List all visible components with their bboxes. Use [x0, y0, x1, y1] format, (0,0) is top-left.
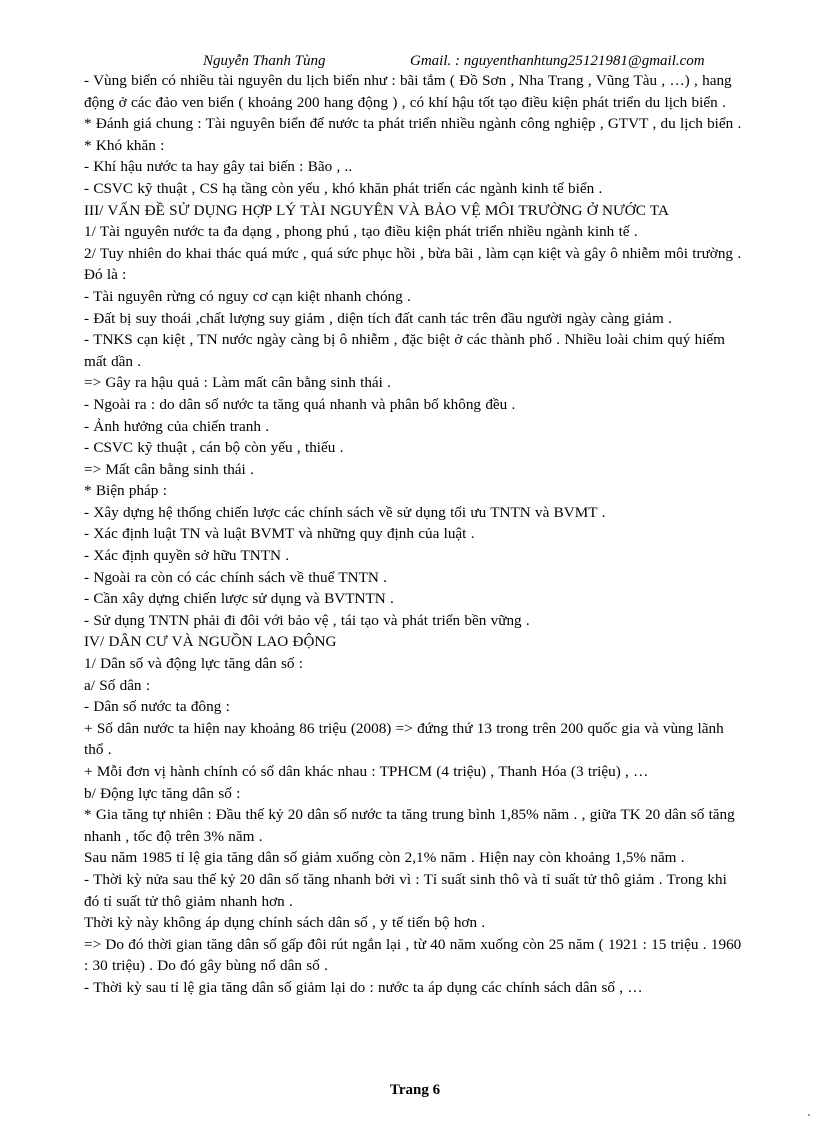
- page-header: [0, 50, 816, 70]
- paragraph: - Xây dựng hệ thống chiến lược các chính sách về sử dụng tối ưu TNTN và BVMT .: [84, 503, 606, 521]
- document-body: [84, 70, 744, 999]
- paragraph: * Khó khăn :: [84, 136, 165, 154]
- paragraph: - Xác định luật TN và luật BVMT và những quy định của luật .: [84, 525, 475, 543]
- paragraph: Sau năm 1985 tỉ lệ gia tăng dân số giảm xuống còn 2,1% năm . Hiện nay còn khoảng 1,5% năm .: [84, 849, 685, 867]
- paragraph: - Ngoài ra còn có các chính sách về thuế TNTN .: [84, 568, 387, 586]
- paragraph: b/ Động lực tăng dân số :: [84, 784, 241, 802]
- paragraph: - CSVC kỹ thuật , cán bộ còn yếu , thiếu .: [84, 439, 344, 457]
- page-number: Trang 6: [389, 1082, 441, 1098]
- paragraph: + Mỗi đơn vị hành chính có số dân khác nhau : TPHCM (4 triệu) , Thanh Hóa (3 triệu) , …: [84, 763, 649, 780]
- paragraph: - CSVC kỹ thuật , CS hạ tầng còn yếu , khó khăn phát triển các ngành kinh tế biển .: [84, 179, 603, 197]
- paragraph: Thời kỳ này không áp dụng chính sách dân số , y tế tiến bộ hơn .: [84, 914, 486, 932]
- paragraph: - TNKS cạn kiệt , TN nước ngày càng bị ô nhiễm , đặc biệt ở các thành phố . Nhiều loài chim quý hiếm mất dần .: [84, 331, 725, 370]
- paragraph: - Ngoài ra : do dân số nước ta tăng quá nhanh và phân bố không đều .: [84, 395, 516, 413]
- paragraph: - Khí hậu nước ta hay gây tai biến : Bão , ..: [84, 158, 353, 176]
- paragraph: - Cần xây dựng chiến lược sử dụng và BVTNTN .: [84, 590, 394, 608]
- paragraph: 1/ Tài nguyên nước ta đa dạng , phong phú , tạo điều kiện phát triển nhiều ngành kinh tế .: [84, 223, 638, 241]
- paragraph: * Biện pháp :: [84, 482, 167, 500]
- paragraph: => Do đó thời gian tăng dân số gấp đôi rút ngắn lại , từ 40 năm xuống còn 25 năm ( 1921 : 15 triệu . 1960 : 30 triệu) . Do đó gây bùng nổ dân số .: [84, 935, 742, 975]
- paragraph: - Vùng biển có nhiều tài nguyên du lịch biển như : bãi tắm ( Đồ Sơn , Nha Trang , Vũng Tàu , …) , hang động ở các đảo ven biển ( khoảng 200 hang động ) , có khí hậu tốt tạo điều kiện phát triển du lịch biển .: [84, 72, 732, 111]
- author-name: Nguyễn Thanh Tùng: [203, 53, 326, 69]
- paragraph: => Mất cân bằng sinh thái .: [84, 460, 254, 478]
- paragraph: IV/ DÂN CƯ VÀ NGUỒN LAO ĐỘNG: [84, 633, 337, 651]
- paragraph: - Ảnh hưởng của chiến tranh .: [84, 417, 270, 435]
- paragraph: - Sử dụng TNTN phải đi đôi với bảo vệ , tái tạo và phát triển bền vững .: [84, 611, 530, 629]
- scan-mark: [808, 1114, 810, 1116]
- paragraph: - Thời kỳ nửa sau thế kỷ 20 dân số tăng nhanh bởi vì : Tỉ suất sinh thô và tỉ suất tử thô giảm . Trong khi đó tỉ suất tử thô giảm nhanh hơn .: [84, 870, 727, 910]
- paragraph: => Gây ra hậu quả : Làm mất cân bằng sinh thái .: [84, 374, 391, 392]
- paragraph: * Đánh giá chung : Tài nguyên biển để nước ta phát triển nhiều ngành công nghiệp , GTVT , du lịch biển .: [84, 115, 742, 133]
- paragraph: - Dân số nước ta đông :: [84, 698, 230, 716]
- paragraph: * Gia tăng tự nhiên : Đầu thế kỷ 20 dân số nước ta tăng trung bình 1,85% năm . , giữa TK 20 dân số tăng nhanh , tốc độ trên 3% năm .: [84, 806, 735, 845]
- paragraph: - Thời kỳ sau tỉ lệ gia tăng dân số giảm lại do : nước ta áp dụng các chính sách dân số , …: [84, 978, 643, 996]
- paragraph: 2/ Tuy nhiên do khai thác quá mức , quá sức phục hồi , bừa bãi , làm cạn kiệt và gây ô nhiễm môi trường . Đó là :: [84, 244, 742, 284]
- paragraph: III/ VẤN ĐỀ SỬ DỤNG HỢP LÝ TÀI NGUYÊN VÀ BẢO VỆ MÔI TRƯỜNG Ở NƯỚC TA: [84, 201, 669, 219]
- page-footer: [0, 1082, 816, 1099]
- paragraph: - Tài nguyên rừng có nguy cơ cạn kiệt nhanh chóng .: [84, 287, 411, 305]
- paragraph: - Đất bị suy thoái ,chất lượng suy giảm , diện tích đất canh tác trên đầu người ngày càng giảm .: [84, 309, 672, 327]
- paragraph: 1/ Dân số và động lực tăng dân số :: [84, 655, 303, 673]
- paragraph: a/ Số dân :: [84, 676, 151, 694]
- paragraph: - Xác định quyền sở hữu TNTN .: [84, 547, 290, 565]
- paragraph: + Số dân nước ta hiện nay khoảng 86 triệu (2008) => đứng thứ 13 trong trên 200 quốc gia và vùng lãnh thổ .: [84, 719, 724, 759]
- author-email: Gmail. : nguyenthanhtung25121981@gmail.com: [410, 53, 705, 69]
